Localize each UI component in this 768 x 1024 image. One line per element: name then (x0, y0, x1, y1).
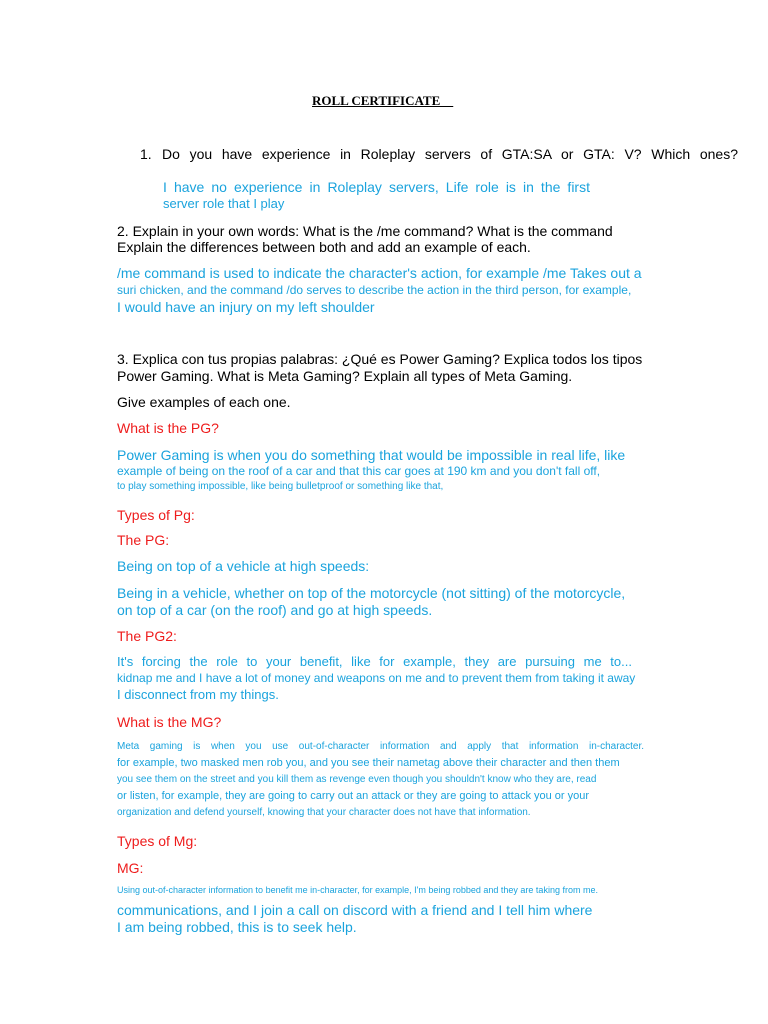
pg-answer-line-2: example of being on the roof of a car and that this car goes at 190 km and you don't fall off, (117, 464, 601, 478)
pg1-text-line-2: on top of a car (on the roof) and go at high speeds. (117, 602, 433, 618)
pg1-title: Being on top of a vehicle at high speeds: (117, 558, 370, 574)
mg-answer-line-5: organization and defend yourself, knowing that your character does not have that information. (117, 807, 531, 818)
q3-question-line-2: Power Gaming. What is Meta Gaming? Explain all types of Meta Gaming. (117, 368, 573, 384)
mg-answer-line-3: you see them on the street and you kill them as revenge even though you shouldn't know who they are, read (117, 774, 597, 785)
types-pg-heading: Types of Pg: (117, 507, 195, 523)
pg2-text-line-1: It's forcing the role to your benefit, like for example, they are pursuing me to... (117, 654, 632, 669)
q2-question-line-2: Explain the differences between both and add an example of each. (117, 239, 531, 255)
q1-question: Do you have experience in Roleplay servers of GTA:SA or GTA: V? Which ones? (162, 146, 738, 162)
pg-answer-line-3: to play something impossible, like being bulletproof or something like that, (117, 481, 444, 492)
the-pg-heading: The PG: (117, 532, 170, 548)
q1-answer-line-1: I have no experience in Roleplay servers, Life role is in the first (163, 179, 590, 195)
mg-heading: What is the MG? (117, 714, 222, 730)
mg-label: MG: (117, 860, 144, 876)
the-pg2-heading: The PG2: (117, 628, 177, 644)
mg-answer-line-4: or listen, for example, they are going to carry out an attack or they are going to attack you or your (117, 790, 590, 802)
pg-heading: What is the PG? (117, 420, 219, 436)
mg-example-line-3: I am being robbed, this is to seek help. (117, 919, 357, 935)
pg1-text-line-1: Being in a vehicle, whether on top of the motorcycle (not sitting) of the motorcycle, (117, 585, 626, 601)
q2-answer-line-1: /me command is used to indicate the character's action, for example /me Takes out a (117, 265, 642, 281)
q1-number: 1. (140, 146, 152, 162)
mg-example-line-1: Using out-of-character information to benefit me in-character, for example, I'm being robbed and they are taking from me. (117, 885, 598, 895)
document-title: ROLL CERTIFICATE (312, 93, 454, 108)
mg-answer-line-1: Meta gaming is when you use out-of-character information and apply that information in-character. (117, 741, 644, 752)
pg2-text-line-2: kidnap me and I have a lot of money and weapons on me and to prevent them from taking it away (117, 671, 636, 685)
q2-answer-line-3: I would have an injury on my left shoulder (117, 299, 375, 315)
types-mg-heading: Types of Mg: (117, 833, 198, 849)
q2-question-line-1: 2. Explain in your own words: What is the /me command? What is the command (117, 223, 613, 239)
pg2-text-line-3: I disconnect from my things. (117, 687, 279, 702)
mg-answer-line-2: for example, two masked men rob you, and you see their nametag above their character and then them (117, 757, 620, 769)
q3-question-line-3: Give examples of each one. (117, 394, 291, 410)
q3-question-line-1: 3. Explica con tus propias palabras: ¿Qué es Power Gaming? Explica todos los tipos (117, 351, 643, 367)
q1-answer-line-2: server role that I play (163, 196, 285, 211)
pg-answer-line-1: Power Gaming is when you do something that would be impossible in real life, like (117, 447, 626, 463)
mg-example-line-2: communications, and I join a call on discord with a friend and I tell him where (117, 902, 593, 918)
q2-answer-line-2: suri chicken, and the command /do serves to describe the action in the third person, for example, (117, 283, 632, 297)
